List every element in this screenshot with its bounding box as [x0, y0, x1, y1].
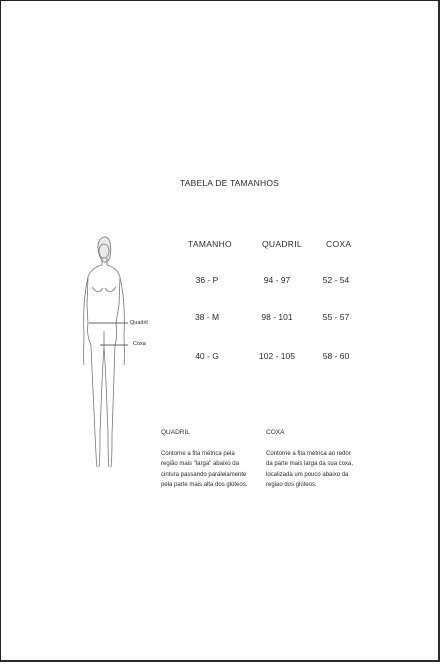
- table-cell: 52 - 54: [322, 275, 350, 285]
- header-size: TAMANHO: [188, 239, 232, 249]
- hip-instructions-line: Contorne a fita métrica pela: [161, 451, 235, 457]
- hip-instructions-line: pela parte mais alta dos glúteos.: [161, 481, 248, 488]
- thigh-instructions-line: localizada um pouco abaixo da: [266, 471, 349, 478]
- table-cell: 36 - P: [195, 275, 219, 285]
- hip-label: Quadril: [130, 320, 148, 326]
- thigh-label: Coxa: [133, 341, 146, 347]
- table-cell: 38 - M: [194, 312, 220, 322]
- page-title: TABELA DE TAMANHOS: [180, 178, 280, 188]
- header-thigh: COXA: [326, 239, 352, 249]
- hip-instructions-line: cintura passando paralelamente: [161, 471, 247, 478]
- thigh-instructions-line: Contorne a fita métrica ao redor: [266, 451, 351, 457]
- table-cell: 98 - 101: [261, 312, 293, 322]
- table-cell: 40 - G: [195, 351, 219, 361]
- table-cell: 58 - 60: [322, 351, 350, 361]
- thigh-instructions-line: regiao dos glúteos.: [266, 481, 317, 488]
- thigh-instructions-text: [266, 449, 361, 490]
- header-hip: QUADRIL: [262, 239, 302, 249]
- hip-instructions-text: [161, 449, 256, 490]
- thigh-instructions-line: da parte mais larga da sua coxa,: [266, 461, 354, 468]
- thigh-instructions-title: COXA: [266, 429, 285, 436]
- table-cell: 55 - 57: [322, 312, 350, 322]
- table-cell: 102 - 105: [259, 351, 295, 361]
- body-figure-illustration: [70, 235, 160, 475]
- hip-instructions-line: região mais "larga" abaixo da: [161, 461, 239, 468]
- table-cell: 94 - 97: [263, 275, 291, 285]
- hip-instructions-title: QUADRIL: [161, 429, 190, 436]
